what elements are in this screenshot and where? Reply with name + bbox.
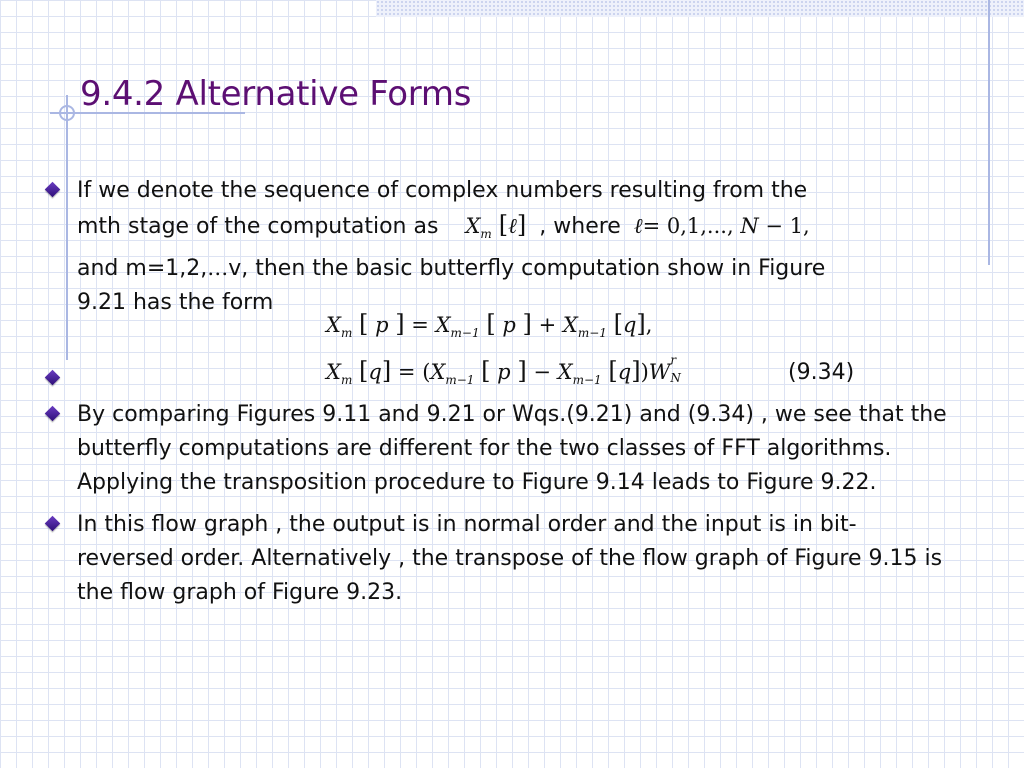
eq1-sub-m-1: m−1 [450, 326, 480, 340]
eq2-q-2: q [617, 360, 632, 384]
bullet-1-line-2-mid: , where [539, 214, 621, 239]
math-sub-m: m [480, 227, 492, 241]
diamond-bullet-icon [45, 370, 61, 386]
bullet-1-line-2 [77, 208, 974, 251]
equation-number: (9.34) [788, 360, 855, 385]
bullet-text-1 [77, 174, 974, 320]
eq2-x: X [326, 360, 341, 384]
eq1-x-3: X [562, 313, 578, 337]
eq2-sub-m: m [340, 373, 353, 387]
math-minus-one: − 1, [758, 214, 810, 238]
eq2-x-3: X [557, 360, 573, 384]
equation-line-2: $X_m$ $[q] = (X_{m-1}$ [ p ] − $X_{m-1}$ [q])W r N [326, 353, 681, 387]
slide-title: 9.4.2 Alternative Forms [80, 74, 472, 114]
bullet-1-ellipsis: … [207, 256, 229, 280]
bullet-1-line-3-b: v, then the basic butterfly computation show in Figure [228, 256, 826, 281]
eq1-sub-m-1-b: m−1 [577, 326, 607, 340]
math-x: X [465, 214, 481, 238]
eq2-p: p [497, 360, 511, 384]
eq1-p-2: p [502, 313, 516, 337]
eq2-w: W [648, 360, 671, 384]
diamond-bullet-icon [45, 406, 61, 422]
bullet-1-line-3-a: and m=1,2, [77, 256, 208, 281]
eq1-q: q [622, 313, 637, 337]
eq1-x-2: X [435, 313, 451, 337]
diamond-bullet-icon [45, 516, 61, 532]
bullet-1-line-3 [77, 251, 974, 286]
inline-math-ell-range [634, 209, 810, 244]
math-range: = 0,1,..., [642, 214, 741, 238]
bullet-item-1 [44, 174, 974, 320]
math-ell-2: ℓ [633, 214, 643, 238]
decorative-circle [59, 105, 75, 121]
eq2-x-2: X [430, 360, 446, 384]
eq2-sub-m-1-b: m−1 [572, 373, 602, 387]
math-n: N [740, 214, 759, 238]
eq2-close-paren: ) [640, 360, 649, 384]
bullet-text-3: By comparing Figures 9.11 and 9.21 or Wqs.(9.21) and (9.34) , we see that the butterfly computations are different for the two classes of FFT algorithms. Applying the transposition procedure to Figure 9.14 leads to Figure 9.22. [77, 402, 947, 495]
eq2-sub-m-1: m−1 [445, 373, 475, 387]
eq2-sub-n: N [670, 371, 681, 385]
decorative-vertical-line-right [988, 0, 990, 265]
bullet-item-3 [44, 398, 974, 500]
eq1-x: X [326, 313, 341, 337]
math-ell: ℓ [508, 214, 517, 238]
eq1-sub-m: m [340, 326, 353, 340]
bullet-text-4: In this flow graph , the output is in normal order and the input is in bit-reversed order. Alternatively , the transpose of the flow graph of Figure 9.15 is the flow graph of Figure 9.23. [77, 512, 943, 605]
top-decorative-band [376, 0, 1024, 17]
eq1-p: p [375, 313, 389, 337]
eq1-comma: , [645, 313, 653, 337]
eq2-q: q [368, 360, 382, 384]
equation-line-1: $X_m$ [ p ] = $X_{m-1}$ [ p ] + $X_{m-1}$ [q], [326, 310, 653, 340]
slide-content-lower [44, 398, 974, 610]
slide-content [44, 174, 974, 320]
diamond-bullet-icon [45, 182, 61, 198]
eq2-sup-r: r [670, 353, 677, 367]
bullet-1-line-2-prefix: mth stage of the computation as [77, 214, 439, 239]
inline-math-xm-ell: $X_m$ [ℓ] [465, 211, 527, 241]
bullet-1-line-1: If we denote the sequence of complex numbers resulting from the [77, 178, 808, 203]
bullet-1-line-4: 9.21 has the form [77, 290, 274, 315]
bullet-item-4 [44, 508, 974, 610]
